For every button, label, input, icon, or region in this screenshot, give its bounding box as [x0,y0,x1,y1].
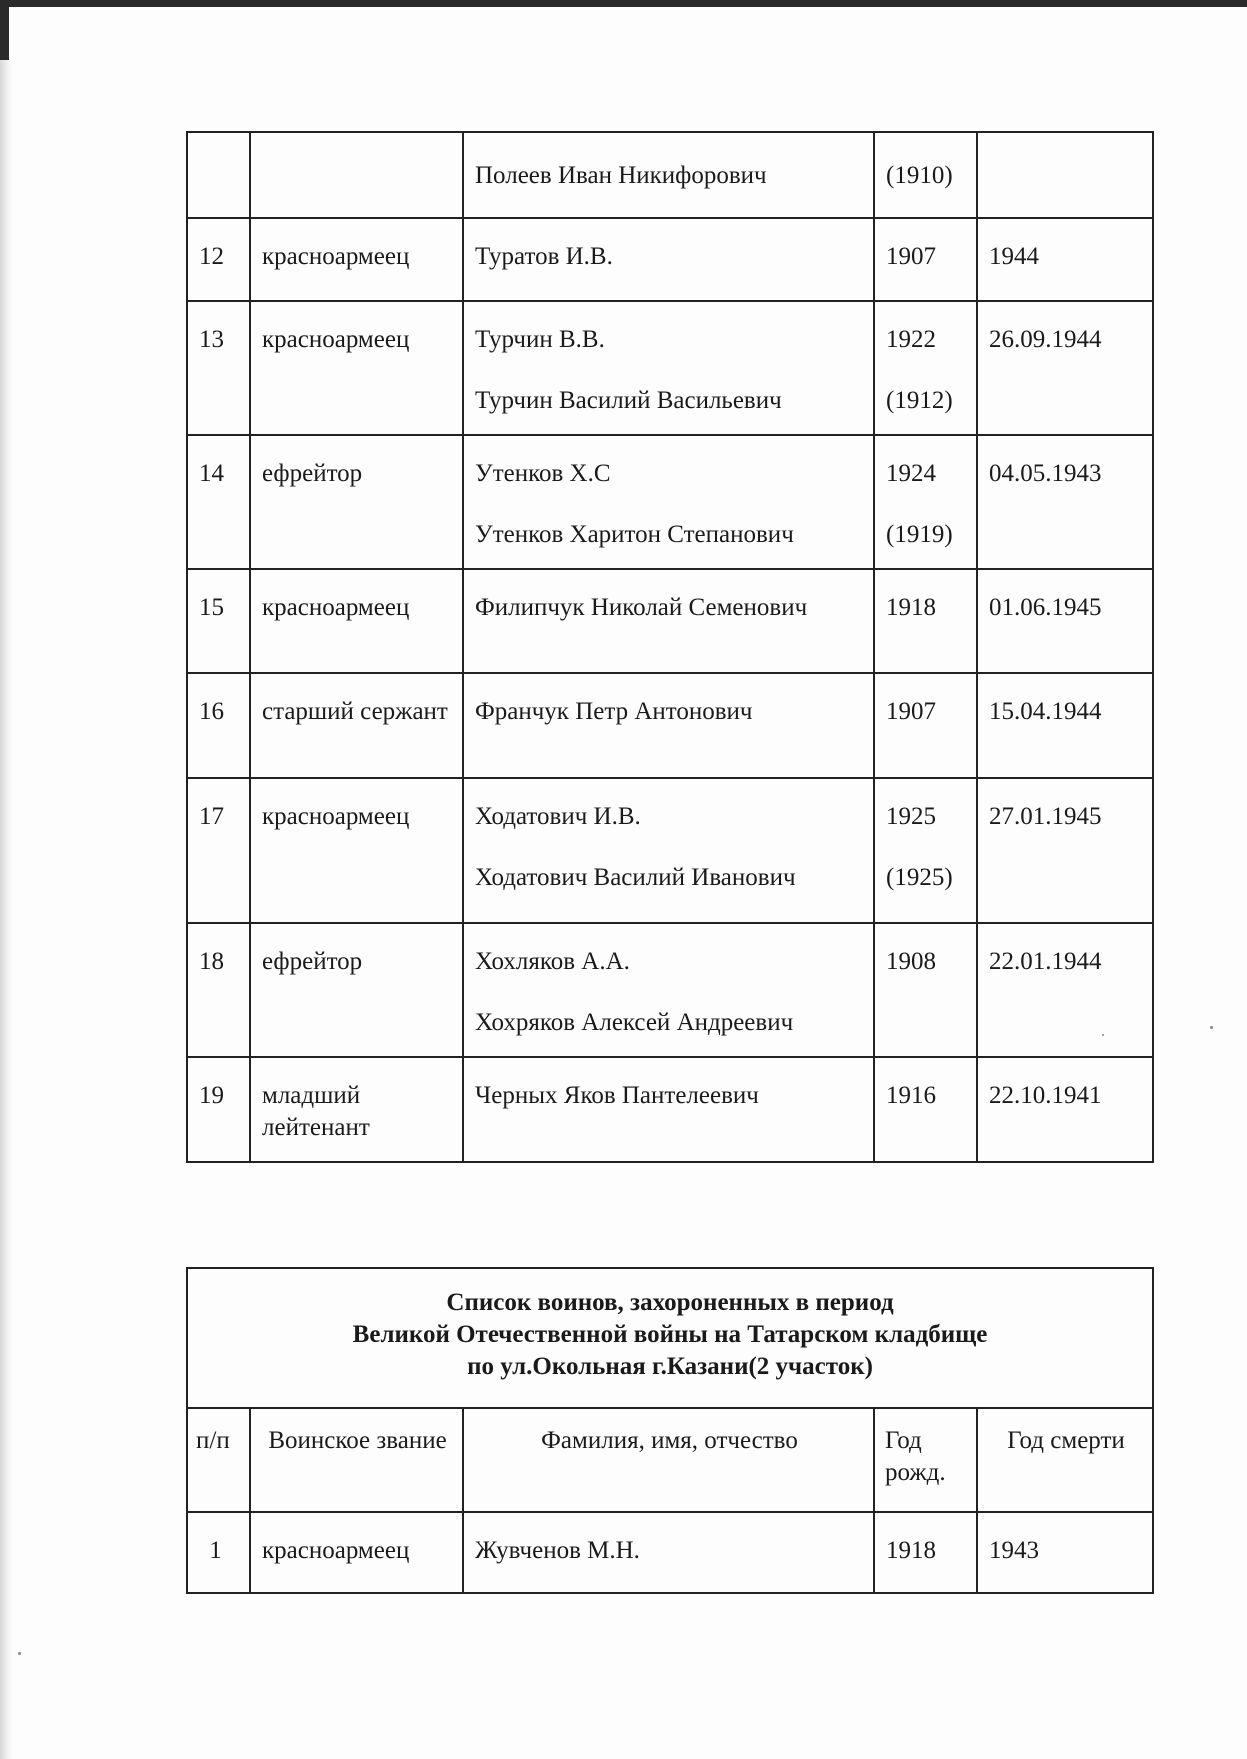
cell-text: 19 [199,1082,224,1109]
cell-text: 1907 [886,698,936,725]
cell-death [977,132,1153,218]
cell-text: Франчук Петр Антонович [475,698,753,725]
table-title-cell [187,1268,1153,1408]
cell-num: 1 [187,1512,250,1593]
cell-rank [250,673,463,778]
cell-name [463,132,874,218]
cell-birth [874,218,977,301]
cell-rank [250,778,463,923]
header-rank: Воинское звание [250,1408,463,1512]
table-title-line: Великой Отечественной войны на Татарском кладбище [352,1321,988,1348]
cell-text: красноармеец [262,594,410,621]
cell-text: (1919) [886,521,953,548]
cell-text: 1916 [886,1082,936,1109]
cell-name: Жувченов М.Н. [463,1512,874,1593]
cell-text: Хохляков А.А. [475,948,630,975]
cell-death [977,923,1153,1057]
cell-text: (1925) [886,864,953,891]
cell-text: ефрейтор [262,460,363,487]
cell-text: 12 [199,243,224,270]
scan-speck [1210,1026,1213,1029]
cell-name [463,673,874,778]
cell-text: Ходатович И.В. [475,803,641,830]
table-row [187,132,1153,218]
cell-rank [250,435,463,569]
cell-name [463,923,874,1057]
cell-name [463,1057,874,1162]
cell-text: 15 [199,594,224,621]
cell-text: 1908 [886,948,936,975]
soldiers-table-section-2 [186,1267,1154,1594]
cell-text: красноармеец [262,326,410,353]
cell-text: Полеев Иван Никифорович [475,162,767,189]
cell-death [977,778,1153,923]
cell-num [187,673,250,778]
header-name: Фамилия, имя, отчество [463,1408,874,1512]
header-birth-year: Год рожд. [874,1408,977,1512]
table-row [187,673,1153,778]
cell-text: Филипчук Николай Семенович [475,594,808,621]
cell-birth [874,1057,977,1162]
cell-text: (1912) [886,387,953,414]
table-title-line: по ул.Окольная г.Казани(2 участок) [467,1353,873,1380]
cell-text: Утенков Харитон Степанович [475,521,794,548]
cell-rank [250,923,463,1057]
cell-num [187,435,250,569]
cell-text: Хохряков Алексей Андреевич [475,1009,794,1036]
cell-text: 1924 [886,460,936,487]
cell-death [977,569,1153,673]
cell-birth [874,673,977,778]
cell-text: 22.10.1941 [989,1082,1102,1109]
cell-text: 04.05.1943 [989,460,1102,487]
cell-text: 01.06.1945 [989,594,1102,621]
cell-birth [874,132,977,218]
cell-birth [874,301,977,435]
cell-num [187,569,250,673]
cell-text: Туратов И.В. [475,243,613,270]
cell-num [187,218,250,301]
cell-num [187,923,250,1057]
cell-text: 1918 [886,594,936,621]
cell-num [187,132,250,218]
cell-text: 15.04.1944 [989,698,1102,725]
cell-rank [250,301,463,435]
table-row [187,218,1153,301]
cell-num [187,778,250,923]
cell-text: 27.01.1945 [989,803,1102,830]
cell-rank [250,132,463,218]
cell-rank: красноармеец [250,1512,463,1593]
cell-text: 26.09.1944 [989,326,1102,353]
table-row [187,1057,1153,1162]
cell-text: 22.01.1944 [989,948,1102,975]
cell-num [187,1057,250,1162]
cell-birth [874,778,977,923]
soldiers-table-continued [186,131,1154,1163]
cell-name [463,435,874,569]
table-title-line: Список воинов, захороненных в период [446,1289,894,1316]
cell-name [463,569,874,673]
cell-text: 18 [199,948,224,975]
cell-text: ефрейтор [262,948,363,975]
cell-birth [874,569,977,673]
scan-edge-shadow [0,60,12,1759]
cell-birth [874,923,977,1057]
cell-num [187,301,250,435]
cell-text: Ходатович Василий Иванович [475,864,796,891]
cell-text: 17 [199,803,224,830]
cell-death: 1943 [977,1512,1153,1593]
cell-text: 1922 [886,326,936,353]
cell-rank [250,569,463,673]
table-row [187,923,1153,1057]
cell-death [977,301,1153,435]
cell-text: 1944 [989,243,1039,270]
cell-birth: 1918 [874,1512,977,1593]
cell-name [463,218,874,301]
table-row [187,778,1153,923]
header-num: п/п [187,1408,250,1512]
cell-text: младший лейтенант [262,1082,370,1141]
scan-border-left [0,0,9,60]
cell-death [977,673,1153,778]
table-row [187,1512,1153,1593]
cell-text: Турчин В.В. [475,326,605,353]
table-row [187,435,1153,569]
cell-text: (1910) [886,162,953,189]
cell-death [977,218,1153,301]
cell-text: 1907 [886,243,936,270]
cell-text: 16 [199,698,224,725]
cell-name [463,301,874,435]
cell-text: 1925 [886,803,936,830]
cell-rank [250,1057,463,1162]
cell-rank [250,218,463,301]
cell-text: старший сержант [262,698,448,725]
cell-death [977,435,1153,569]
table-row [187,301,1153,435]
scan-speck [18,1652,21,1655]
cell-name [463,778,874,923]
cell-death [977,1057,1153,1162]
cell-text: красноармеец [262,803,410,830]
cell-text: Утенков Х.С [475,460,611,487]
cell-birth [874,435,977,569]
cell-text: красноармеец [262,243,410,270]
cell-text: Черных Яков Пантелеевич [475,1082,759,1109]
cell-text: 14 [199,460,224,487]
table-row [187,569,1153,673]
cell-text: 13 [199,326,224,353]
cell-text: Турчин Василий Васильевич [475,387,782,414]
header-death-year: Год смерти [977,1408,1153,1512]
scan-border-top [0,0,1247,7]
